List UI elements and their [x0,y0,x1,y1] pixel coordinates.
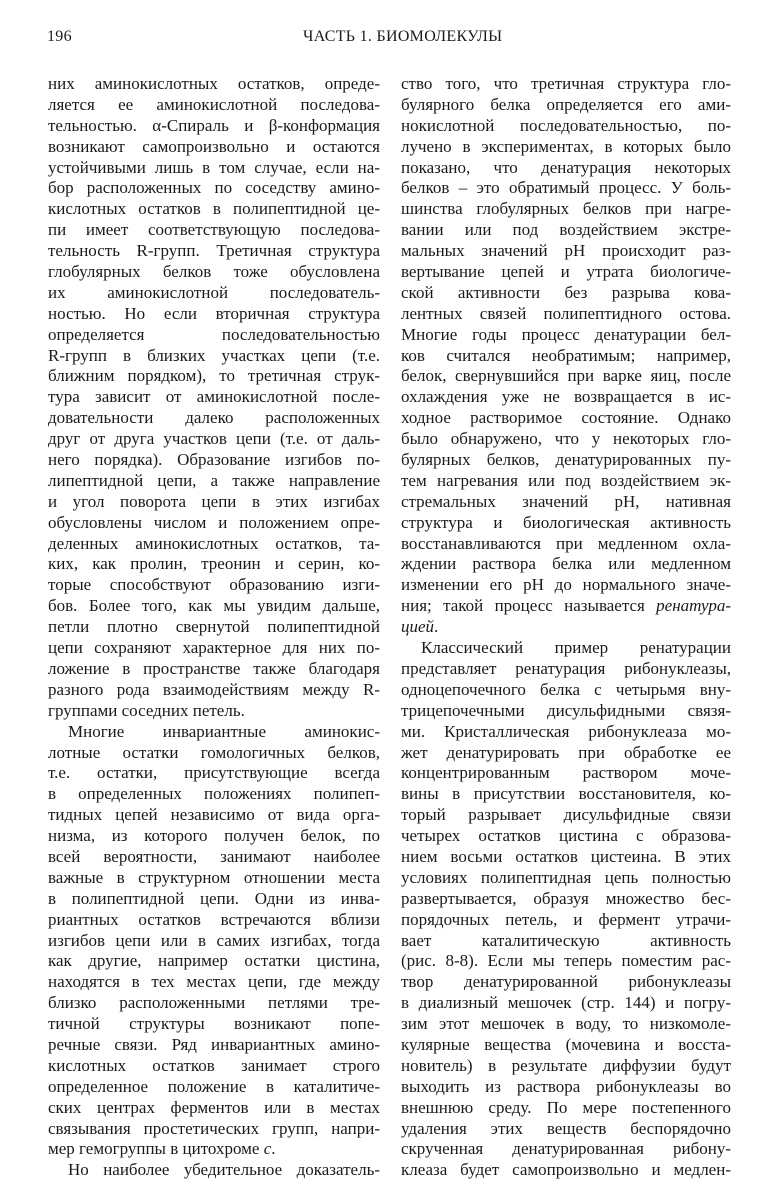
text-line: клеаза будет самопроизвольно и медлен- [401,1160,731,1180]
text-line: условиях полипептидная цепь полностью [401,867,731,887]
text-line: выходить из раствора рибонуклеазы во [401,1076,731,1096]
text-line [48,1139,380,1160]
text-line: Многие инвариантные аминокис- [68,721,380,741]
text-line: важные в структурном отношении места [48,867,380,887]
text-line: вертывание цепей и утрата биологиче- [401,262,731,282]
text-line: липептидной цепи, а также направление [48,470,380,490]
italic-term: ренатура- [656,596,731,616]
text-line: риантных остатков встречаются вблизи [48,909,380,929]
text-line: внешнюю среду. По мере постепенного [401,1097,731,1117]
text-line: ждении раствора белка или медленном [401,554,731,574]
text-line: Классический пример ренатурации [421,638,731,658]
text-line: довательности далеко расположенных [48,408,380,428]
text-line: кислотных остатков в полипептидной це- [48,199,380,219]
text-span: мер гемогруппы в цитохроме [48,1139,264,1159]
text-line: мальных значений pH происходит раз- [401,241,731,261]
text-line: торые способствуют образованию изги- [48,575,380,595]
text-line: вании или под воздействием экстре- [401,220,731,240]
text-line: новитель) в результате диффузии будут [401,1055,731,1075]
text-line: ских центрах ферментов или в местах [48,1097,380,1117]
text-line: ми. Кристаллическая рибонуклеаза мо- [401,721,731,741]
text-line: вины в присутствии восстановителя, ко- [401,784,731,804]
paragraph [401,638,731,1181]
text-line: Но наиболее убедительное доказатель- [68,1160,380,1180]
text-line: определенное положение в каталитиче- [48,1076,380,1096]
text-line: всей вероятности, занимают наиболее [48,846,380,866]
text-line: ностью. Но если вторичная структура [48,303,380,323]
text-line: низма, из которого получен белок, по [48,826,380,846]
text-line: изгибов цепи или в самих изгибах, тогда [48,930,380,950]
text-line: твор денатурированной рибонуклеазы [401,972,731,992]
text-line: деленных аминокислотных остатков, та- [48,533,380,553]
text-span: ния; такой процесс называется [401,596,657,616]
text-line: ложение в пространстве также благодаря [48,658,380,678]
text-line: и угол поворота цепи в этих изгибах [48,491,380,511]
text-line: вает каталитическую активность [401,930,731,950]
text-line: стремальных значений pH, нативная [401,491,731,511]
text-line: тура зависит от аминокислотной после- [48,387,380,407]
text-line: устойчивыми лишь в том случае, если на- [48,157,380,177]
text-line: тельностью. α-Спираль и β-конформация [48,115,380,135]
text-line: белок, свернувшийся при варке яиц, после [401,366,731,386]
text-line: зим этот мешочек в воду, то низкомоле- [401,1014,731,1034]
text-line: друг от друга участков цепи (т.е. от даль- [48,429,380,449]
text-line: белков – это обратимый процесс. У боль- [401,178,731,198]
running-title: ЧАСТЬ 1. БИОМОЛЕКУЛЫ [303,28,503,45]
text-line: торый разрывает дисульфидные связи [401,805,731,825]
text-line: кулярные вещества (мочевина и восста- [401,1034,731,1054]
text-line: (рис. 8-8). Если мы теперь поместим рас- [401,951,731,971]
paragraph [401,74,731,638]
text-line: Многие годы процесс денатурации бел- [401,324,731,344]
text-line: него порядка). Образование изгибов по- [48,450,380,470]
text-line: булярных белков, денатурированных пу- [401,450,731,470]
text-line: разного рода взаимодействиям между R- [48,679,380,699]
text-line: ких, как пролин, треонин и серин, ко- [48,554,380,574]
text-line: петли плотно свернутой полипептидной [48,617,380,637]
text-line: определяется последовательностью [48,324,380,344]
text-line: ской активности без разрыва кова- [401,282,731,302]
text-line: т.е. остатки, присутствующие всегда [48,763,380,783]
text-line: охлаждения уже не возвращается в ис- [401,387,731,407]
text-line: их аминокислотной последователь- [48,282,380,302]
text-line: четырех остатков цистина с образова- [401,826,731,846]
text-line: концентрированным раствором моче- [401,763,731,783]
text-line: в диализный мешочек (стр. 144) и погру- [401,993,731,1013]
italic-term: цией [401,617,435,637]
text-line: ближним порядком), то третичная струк- [48,366,380,386]
right-column [401,74,731,1181]
text-span: . [271,1139,276,1159]
text-line: лотные остатки гомологичных белков, [48,742,380,762]
text-line: восстанавливаются при медленном охла- [401,533,731,553]
text-line: цепи сохраняют характерное для них по- [48,638,380,658]
text-line: тидных цепей независимо от вида орга- [48,805,380,825]
paragraph [48,1160,380,1181]
text-line: нокислотной последовательностью, по- [401,115,731,135]
text-line: ков считался необратимым; например, [401,345,731,365]
text-line: было обнаружено, что у некоторых гло- [401,429,731,449]
text-line: них аминокислотных остатков, опреде- [48,74,380,93]
text-line: показано, что денатурация некоторых [401,157,731,177]
text-line: находятся в тех местах цепи, где между [48,972,380,992]
text-line [401,617,731,638]
left-column [48,74,380,1181]
text-line: представляет ренатурация рибонуклеазы, [401,658,731,678]
text-line: трицепочечными дисульфидными связя- [401,700,731,720]
text-line: бов. Более того, как мы увидим дальше, [48,596,380,616]
text-line: возникают самопроизвольно и остаются [48,136,380,156]
text-line: лентных связей полипептидного остова. [401,303,731,323]
text-line [401,596,731,617]
text-line: пи имеет соответствующую последова- [48,220,380,240]
text-line: как другие, например остатки цистина, [48,951,380,971]
text-line: ство того, что третичная структура гло- [401,74,731,93]
text-line: тем нагревания или под воздействием эк- [401,470,731,490]
text-span: . [434,617,439,637]
text-line: близко расположенными петлями тре- [48,993,380,1013]
text-line: порядочных петель, и фермент утрачи- [401,909,731,929]
text-line: глобулярных белков тоже обусловлена [48,262,380,282]
text-line: структура и биологическая активность [401,512,731,532]
text-line: тичной структуры возникают попе- [48,1014,380,1034]
text-line: удаления этих веществ беспорядочно [401,1118,731,1138]
text-line: в определенных положениях полипеп- [48,784,380,804]
text-line: тельность R-групп. Третичная структура [48,241,380,261]
text-line: речные связи. Ряд инвариантных амино- [48,1034,380,1054]
text-line: кислотных остатков занимает строго [48,1055,380,1075]
text-line: жет денатурировать при обработке ее [401,742,731,762]
text-line: шинства глобулярных белков при нагре- [401,199,731,219]
text-line: скрученная денатурированная рибону- [401,1139,731,1159]
text-line: группами соседних петель. [48,700,245,720]
text-line: булярного белка определяется его ами- [401,94,731,114]
text-line: изменении его pH до нормального значе- [401,575,731,595]
paragraph [48,722,380,1161]
text-line: развертывается, образуя множество бес- [401,888,731,908]
text-line: R-групп в близких участках цепи (т.е. [48,345,380,365]
text-line: ляется ее аминокислотной последова- [48,94,380,114]
text-line: обусловлены числом и положением опре- [48,512,380,532]
text-line: одноцепочечного белка с четырьмя вну- [401,679,731,699]
text-line: ходное растворимое состояние. Однако [401,408,731,428]
paragraph [48,74,380,722]
italic-term: c [263,1139,272,1159]
text-line: связывания простетических групп, напри- [48,1118,380,1138]
text-line: бор расположенных по соседству амино- [48,178,380,198]
text-line: в полипептидной цепи. Одни из инва- [48,888,380,908]
text-line: нием восьми остатков цистеина. В этих [401,846,731,866]
page-number: 196 [47,28,72,45]
text-line: лучено в экспериментах, в которых было [401,136,731,156]
